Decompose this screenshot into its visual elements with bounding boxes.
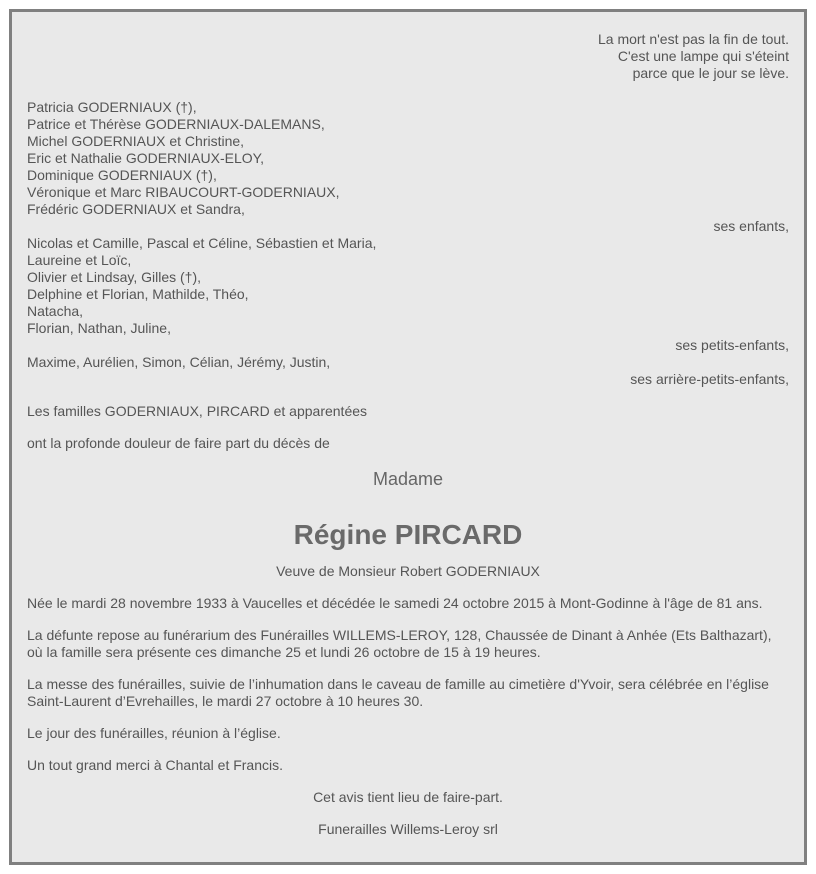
child-entry: Eric et Nathalie GODERNIAUX-ELOY, [27, 150, 265, 166]
quote-line: La mort n'est pas la fin de tout. [597, 31, 789, 47]
thanks-paragraph: Un tout grand merci à Chantal et Francis. [27, 757, 284, 773]
grandchild-entry: Olivier et Lindsay, Gilles (†), [27, 269, 202, 285]
great-grandchildren-label: ses arrière-petits-enfants, [630, 371, 789, 387]
families-line: Les familles GODERNIAUX, PIRCARD et apparentées [27, 403, 368, 419]
spacer [27, 82, 789, 99]
footer-note: Cet avis tient lieu de faire-part. [313, 789, 503, 805]
obituary-card [9, 9, 807, 865]
honorific: Madame [372, 469, 444, 489]
quote-line: parce que le jour se lève. [632, 65, 789, 81]
grandchild-entry: Delphine et Florian, Mathilde, Théo, [27, 286, 249, 302]
great-grandchildren-list [27, 354, 789, 371]
widow-of-line: Veuve de Monsieur Robert GODERNIAUX [276, 563, 540, 579]
grandchild-entry: Nicolas et Camille, Pascal et Céline, Sébastien et Maria, [27, 235, 377, 251]
deceased-name: Régine PIRCARD [293, 519, 523, 550]
birth-death-paragraph: Née le mardi 28 novembre 1933 à Vaucelles et décédée le samedi 24 octobre 2015 à Mont-Godinne à l'âge de 81 ans. [27, 595, 763, 611]
epigraph-quote [27, 31, 789, 82]
child-entry: Frédéric GODERNIAUX et Sandra, [27, 201, 245, 217]
gathering-paragraph: Le jour des funérailles, réunion à l’église. [27, 725, 281, 741]
child-entry: Patrice et Thérèse GODERNIAUX-DALEMANS, [27, 116, 325, 132]
funeral-home-name: Funerailles Willems-Leroy srl [318, 821, 498, 837]
announcement-line: ont la profonde douleur de faire part du décès de [27, 435, 330, 451]
child-entry: Véronique et Marc RIBAUCOURT-GODERNIAUX, [27, 184, 340, 200]
grandchild-entry: Laureine et Loïc, [27, 252, 132, 268]
grandchild-entry: Natacha, [27, 303, 84, 319]
viewing-paragraph: La défunte repose au funérarium des Funérailles WILLEMS-LEROY, 128, Chaussée de Dinant à Anhée (Ets Balthazart), où la famille sera présente ces dimanche 25 et lundi 26 octobre de 15 à 19 heures. [27, 627, 772, 660]
children-label: ses enfants, [713, 218, 789, 234]
grandchildren-list [27, 235, 789, 337]
child-entry: Patricia GODERNIAUX (†), [27, 99, 197, 115]
grandchild-entry: Florian, Nathan, Juline, [27, 320, 171, 336]
quote-line: C'est une lampe qui s'éteint [617, 48, 789, 64]
child-entry: Michel GODERNIAUX et Christine, [27, 133, 245, 149]
obituary-content [27, 31, 789, 838]
great-grandchild-entry: Maxime, Aurélien, Simon, Célian, Jérémy, Justin, [27, 354, 331, 370]
child-entry: Dominique GODERNIAUX (†), [27, 167, 217, 183]
grandchildren-label: ses petits-enfants, [675, 337, 789, 353]
children-list [27, 99, 789, 218]
funeral-mass-paragraph: La messe des funérailles, suivie de l’inhumation dans le caveau de famille au cimetière d'Yvoir, sera célébrée en l’église Saint-Laurent d’Evrehailles, le mardi 27 octobre à 10 heures 30. [27, 676, 769, 709]
